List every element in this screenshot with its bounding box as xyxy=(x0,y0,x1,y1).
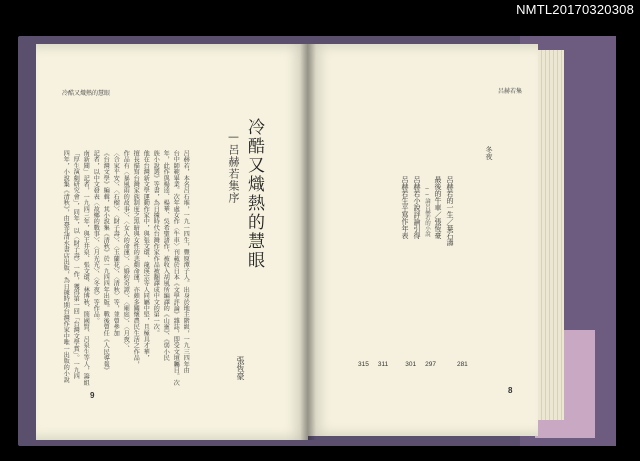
right-running-head: 呂赫若集 xyxy=(498,88,523,95)
toc-entry: 呂赫若小說評論引得 xyxy=(413,176,421,239)
toc-page-number: 311 xyxy=(377,361,389,368)
text-column: 四年，小說集《清秋》，由臺北清水書店出版，為日據時期台灣作家中唯一出版的小說 xyxy=(62,150,70,383)
text-column: 擅長描寫台灣家族制度之黑暗與女性的悲劇命運，亦頗多關懷農民生活之作品， xyxy=(132,150,140,367)
essay-subtitle: —呂赫若集序 xyxy=(227,130,240,204)
text-column: 南新聞」記者，一九四三年，與王井泉、張文環、林博秋、簡國賢、呂泉生等人，籌組 xyxy=(82,150,90,386)
toc-page-number: 297 xyxy=(425,361,436,368)
essay-title: 冷酷又熾熱的慧眼 xyxy=(244,118,264,270)
text-column: 作品有〈暴風雨的故事〉、〈女人的命運〉、〈婚約奇譚〉、〈廟庭〉、〈月夜〉、 xyxy=(122,150,130,352)
right-page-number: 8 xyxy=(508,386,513,395)
text-column: 記者，以中文發表〈故鄉的戰事〉、〈月光光〉、〈冬夜〉等作品。 xyxy=(92,150,100,324)
text-column: 〈合家平安〉、〈石榴〉、〈財子壽〉、〈玉蘭花〉、〈清秋〉等，並曾參加 xyxy=(112,150,120,336)
essay-author: 張恆豪 xyxy=(236,356,245,380)
text-column: 他在台灣新文學運動作家中，與張文環、龍瑛宗等人同屬中堅，且極具才華， xyxy=(142,150,150,361)
text-column: 呂赫若，本名呂石堆，一九一四生，豐原潭子人。出身於地主階級，一九三四年由 xyxy=(182,150,190,374)
page-stack xyxy=(538,50,564,420)
text-column: 年，此作與楊逵、楊華、吳希聖諸作，被收入胡風所編譯的《山靈》、《弱小民 xyxy=(162,150,170,361)
text-column: 族小說選》等書，為日據時代台灣作家作品被翻譯成中文的第一次。 xyxy=(152,150,160,336)
text-column: 「厚生演劇研究會」，同年，以〈財子壽〉一作，獲得第一回「台灣文學賞」。一九四 xyxy=(72,150,80,380)
toc-page-number: 315 xyxy=(358,361,369,368)
toc-page-number: 301 xyxy=(405,361,417,368)
toc-page-numbers xyxy=(358,361,468,368)
toc-entry: 最後的牛車／張恆豪 xyxy=(434,176,442,239)
essay-body xyxy=(62,150,188,412)
right-page xyxy=(308,44,538,436)
text-column: 台中師範畢業。次年處女作〈牛車〉刊載於日本《文學評論》雜誌，即受文壇矚目。次 xyxy=(172,150,180,386)
toc-entry: 呂赫若生平寫作年表 xyxy=(401,176,409,239)
spine-shadow xyxy=(300,44,316,440)
toc-entry: 呂赫若的一生／葉石濤 xyxy=(446,176,454,246)
toc-entry-subtitle: ──論呂赫若的小說 xyxy=(424,186,430,237)
catalog-number: NMTL20170320308 xyxy=(516,2,634,17)
toc-heading: 冬夜 xyxy=(485,146,493,160)
text-column: 《台灣文學》編輯，其小說集《清秋》於一九四四年出版。戰後曾任《人民導報》 xyxy=(102,150,110,374)
toc-page-number: 281 xyxy=(456,361,468,368)
left-running-head: 冷酷又熾熱的慧眼 xyxy=(62,90,111,97)
left-page-number: 9 xyxy=(90,391,95,400)
